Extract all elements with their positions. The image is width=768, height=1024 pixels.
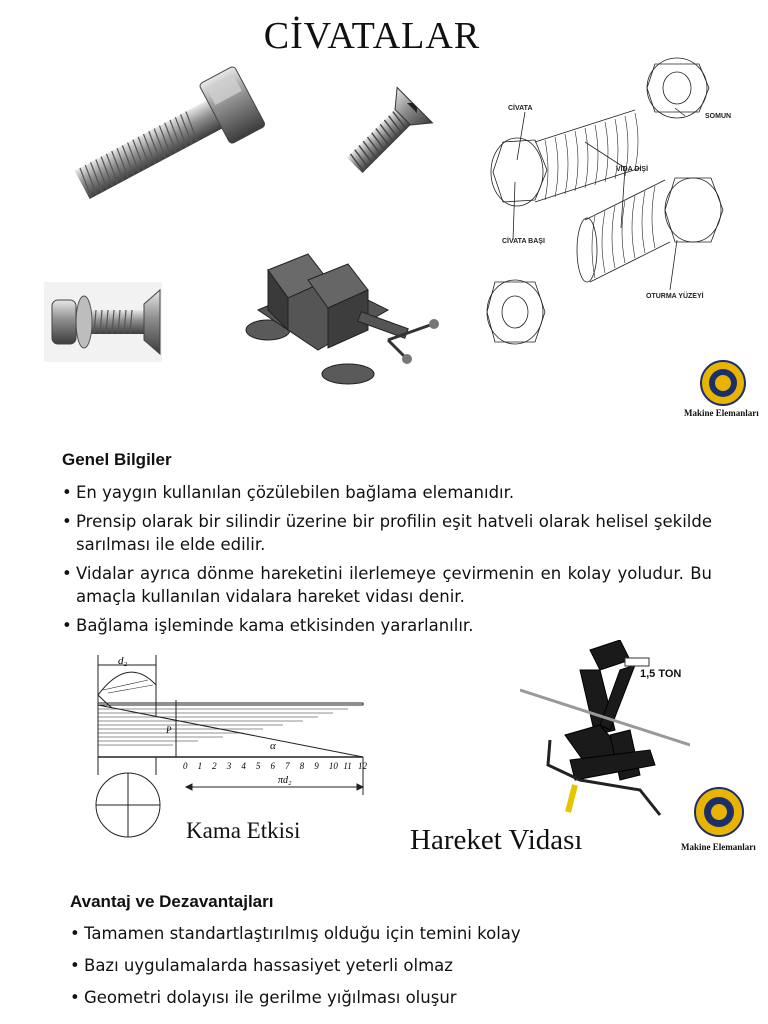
hex-bolt-image [60, 62, 275, 207]
avantaj-item: • Geometri dolayısı ile gerilme yığılması oluşur [70, 988, 457, 1007]
genel-item: • En yaygın kullanılan çözülebilen bağlama elemanıdır. [62, 483, 515, 502]
avantaj-list [70, 922, 730, 1018]
label-civata-basi: CİVATA BAŞI [502, 238, 545, 245]
countersunk-screw-image [328, 82, 438, 192]
scale-number: 2 [212, 761, 217, 771]
scale-number: 9 [314, 761, 319, 771]
university-badge-bottom [690, 786, 748, 838]
avantaj-item: • Tamamen standartlaştırılmış olduğu için temini kolay [70, 924, 521, 943]
label-alpha: α [270, 740, 276, 752]
university-badge-top [694, 360, 752, 406]
scale-number: 8 [299, 761, 305, 771]
label-civata: CİVATA [508, 105, 533, 112]
label-p: P [166, 725, 172, 735]
badge-text-bottom: Makine Elemanları [681, 842, 756, 852]
hareket-caption: Hareket Vidası [410, 824, 583, 856]
genel-item: • Bağlama işleminde kama etkisinden yararlanılır. [62, 616, 474, 635]
label-oturma-yuzeyi: OTURMA YÜZEYİ [646, 293, 704, 300]
scale-number: 11 [343, 761, 352, 771]
label-d2: d₂ [118, 655, 128, 667]
bolt-nut-diagram [485, 50, 735, 350]
scale-number: 1 [197, 761, 203, 771]
scale-number: 7 [285, 761, 290, 771]
scale-number: 3 [226, 761, 232, 771]
kama-caption: Kama Etkisi [186, 818, 301, 843]
label-somun: SOMUN [705, 113, 732, 120]
scale-number: 12 [358, 761, 367, 771]
scale-number: 5 [255, 761, 261, 771]
avantaj-heading: Avantaj ve Dezavantajları [70, 892, 274, 911]
page-title: CİVATALAR [263, 15, 481, 57]
avantaj-item: • Bazı uygulamalarda hassasiyet yeterli olmaz [70, 956, 453, 975]
jack-ton-label: 1,5 TON [640, 668, 682, 680]
label-vida-disi: VİDA DİŞİ [616, 166, 649, 173]
scale-number: 6 [270, 761, 275, 771]
scale-number: 4 [241, 761, 246, 771]
genel-item: • Prensip olarak bir silindir üzerine bir profilin eşit hatveli olarak helisel şekilde sarılması ile elde edilir. [62, 512, 712, 554]
badge-text-top: Makine Elemanları [684, 408, 759, 418]
genel-item: • Vidalar ayrıca dönme hareketini ilerlemeye çevirmenin en kolay yoludur. Bu amaçla kullanılan vidalara hareket vidası denir. [62, 564, 712, 606]
scale-number: 0 [183, 761, 188, 771]
vise-image [238, 240, 443, 388]
kama-scale [183, 761, 368, 771]
genel-heading: Genel Bilgiler [62, 450, 172, 469]
genel-list [62, 481, 712, 643]
bolt-washer-nut-image [44, 282, 162, 362]
scale-number: 10 [328, 761, 338, 771]
label-pi-d2: πd₂ [278, 775, 292, 786]
